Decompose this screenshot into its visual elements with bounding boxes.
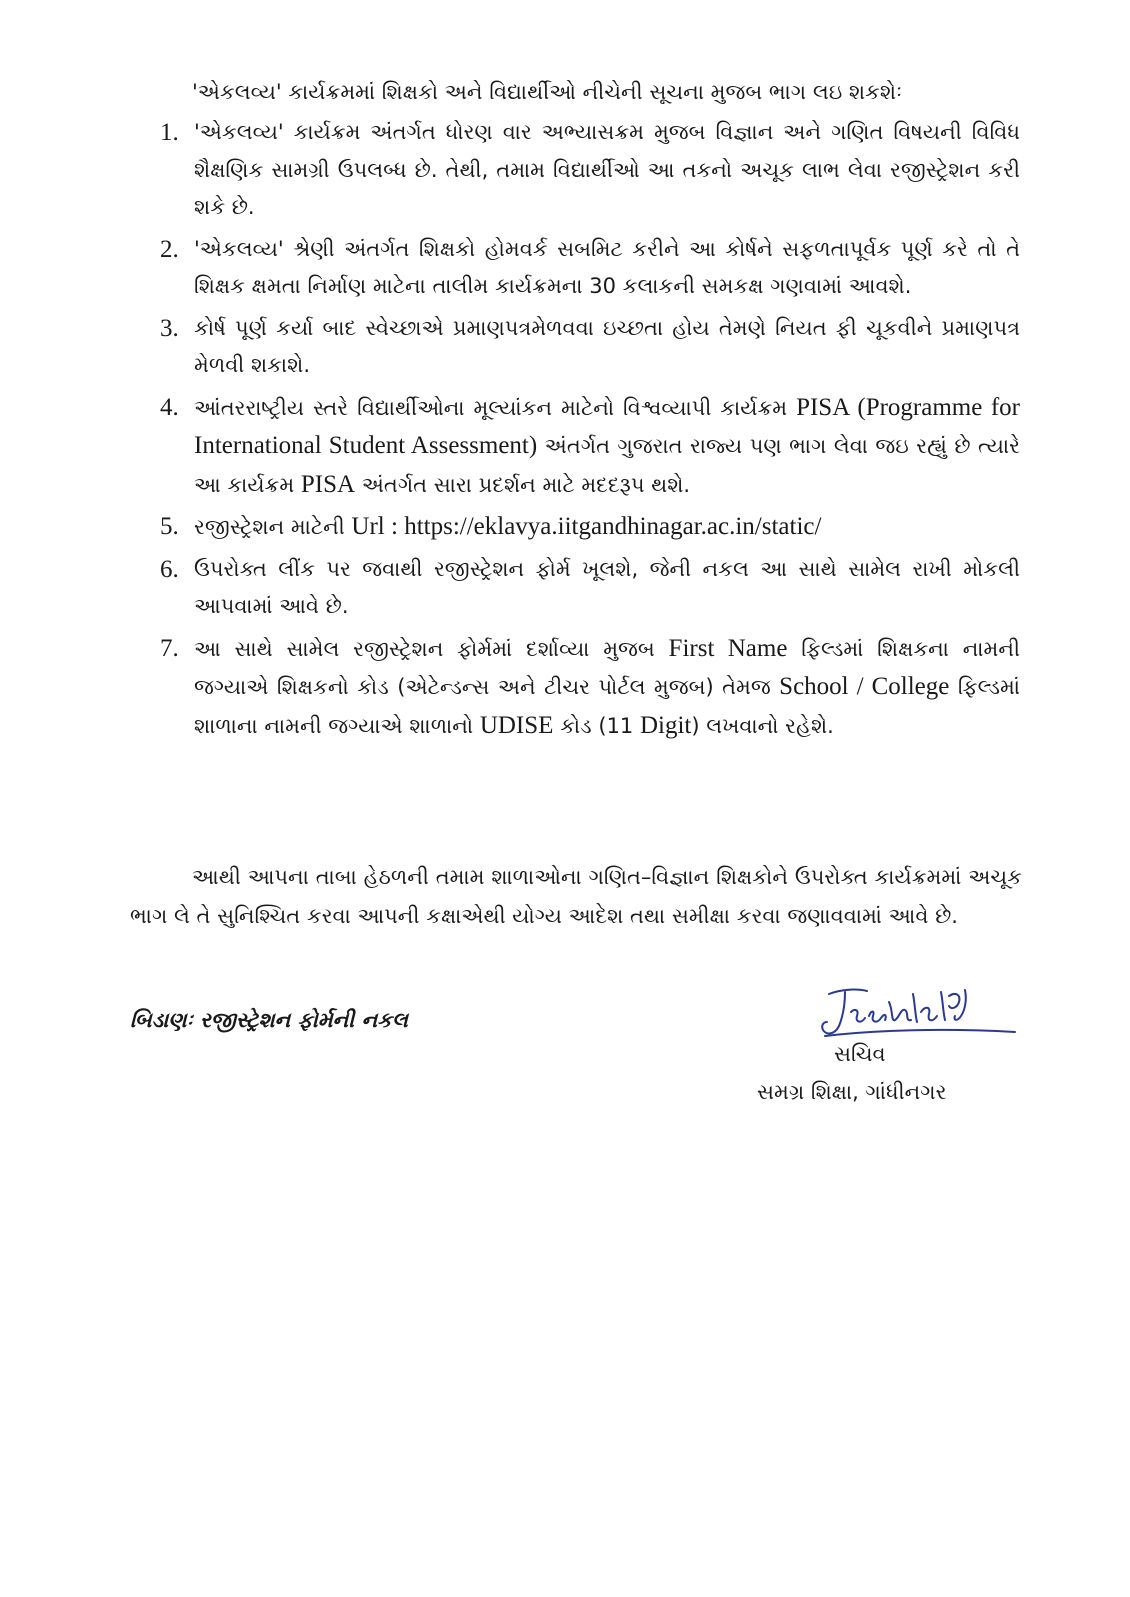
item-text: 'એકલવ્ય' શ્રેણી અંતર્ગત શિક્ષકો હોમવર્ક સબમિટ કરીને આ કોર્ષને સફળતાપૂર્વક પૂર્ણ કરે તો તે શિક્ષક ક્ષમતા નિર્માણ માટેના તાલીમ કાર્યક્રમના 30 કલાકની સમકક્ષ ગણવામાં આવશે.: [194, 236, 1020, 298]
list-item: [160, 231, 1020, 306]
item-number: 1.: [160, 119, 179, 146]
instruction-list: [160, 114, 1020, 749]
signatory-title: સચિવ: [834, 1042, 886, 1066]
item-text: રજીસ્ટ્રેશન માટેની Url : https://eklavya.iitgandhinagar.ac.in/static/: [194, 513, 822, 540]
item-text: આ સાથે સામેલ રજીસ્ટ્રેશન ફોર્મમાં દર્શાવ્યા મુજબ First Name ફિલ્ડમાં શિક્ષકના નામની જગ્યાએ શિક્ષકનો કોડ (એટેન્ડન્સ અને ટીચર પોર્ટલ મુજબ) તેમજ School / College ફિલ્ડમાં શાળાના નામની જગ્યાએ શાળાનો UDISE કોડ (11 Digit) લખવાનો રહેશે.: [194, 634, 1020, 739]
item-text: 'એકલવ્ય' કાર્યક્રમ અંતર્ગત ધોરણ વાર અભ્યાસક્રમ મુજબ વિજ્ઞાન અને ગણિત વિષયની વિવિધ શૈક્ષણિક સામગ્રી ઉપલબ્ધ છે. તેથી, તમામ વિદ્યાર્થીઓ આ તકનો અચૂક લાભ લેવા રજીસ્ટ્રેશન કરી શકે છે.: [194, 120, 1020, 219]
list-item: [160, 114, 1020, 227]
list-item: [160, 630, 1020, 746]
intro-line: 'એકલવ્ય' કાર્યક્રમમાં શિક્ષકો અને વિદ્યાર્થીઓ નીચેની સૂચના મુજબ ભાગ લઇ શકશેઃ: [192, 80, 903, 104]
closing-paragraph: આથી આપના તાબા હેઠળની તમામ શાળાઓના ગણિત–વિજ્ઞાન શિક્ષકોને ઉપરોક્ત કાર્યક્રમમાં અચૂક ભાગ લે તે સુનિશ્ચિત કરવા આપની કક્ષાએથી યોગ્ય આદેશ તથા સમીક્ષા કરવા જણાવવામાં આવે છે.: [130, 865, 1022, 928]
item-number: 5.: [160, 513, 179, 540]
item-number: 4.: [160, 393, 179, 421]
list-item: [160, 310, 1020, 385]
item-number: 3.: [160, 314, 179, 342]
pisa-acronym: PISA: [300, 470, 356, 498]
list-item: [160, 551, 1020, 626]
signatory-organization: સમગ્ર શિક્ષા, ગાંધીનગર: [757, 1080, 947, 1104]
item-number: 6.: [160, 555, 179, 583]
item-text: કોર્ષ પૂર્ણ કર્યા બાદ સ્વેચ્છાએ પ્રમાણપત્રમેળવવા ઇચ્છતા હોય તેમણે નિયત ફી ચૂકવીને પ્રમાણપત્ર મેળવી શકાશે.: [194, 315, 1020, 377]
list-item: [160, 389, 1020, 505]
item-number: 2.: [160, 235, 179, 263]
item-number: 7.: [160, 634, 179, 662]
enclosure-note: બિડાણઃ રજીસ્ટ્રેશન ફોર્મની નકલ: [130, 1008, 408, 1032]
pisa-full-name: PISA (Programme for International Student Assessment): [194, 393, 1020, 459]
registration-url[interactable]: Url : https://eklavya.iitgandhinagar.ac.in/static/: [351, 513, 822, 540]
item-text: ઉપરોક્ત લીંક પર જવાથી રજીસ્ટ્રેશન ફોર્મ ખૂલશે, જેની નકલ આ સાથે સામેલ રાખી મોકલી આપવામાં આવે છે.: [194, 556, 1020, 618]
list-item: [160, 508, 1020, 547]
item-text: આંતરરાષ્ટ્રીય સ્તરે વિદ્યાર્થીઓના મૂલ્યાંકન માટેનો વિશ્વવ્યાપી કાર્યક્રમ PISA (Programme for International Student Assessment) અંતર્ગત ગુજરાત રાજ્ય પણ ભાગ લેવા જઇ રહ્યું છે ત્યારે આ કાર્યક્રમ PISA અંતર્ગત સારા પ્રદર્શન માટે મદદરૂપ થશે.: [194, 393, 1020, 498]
